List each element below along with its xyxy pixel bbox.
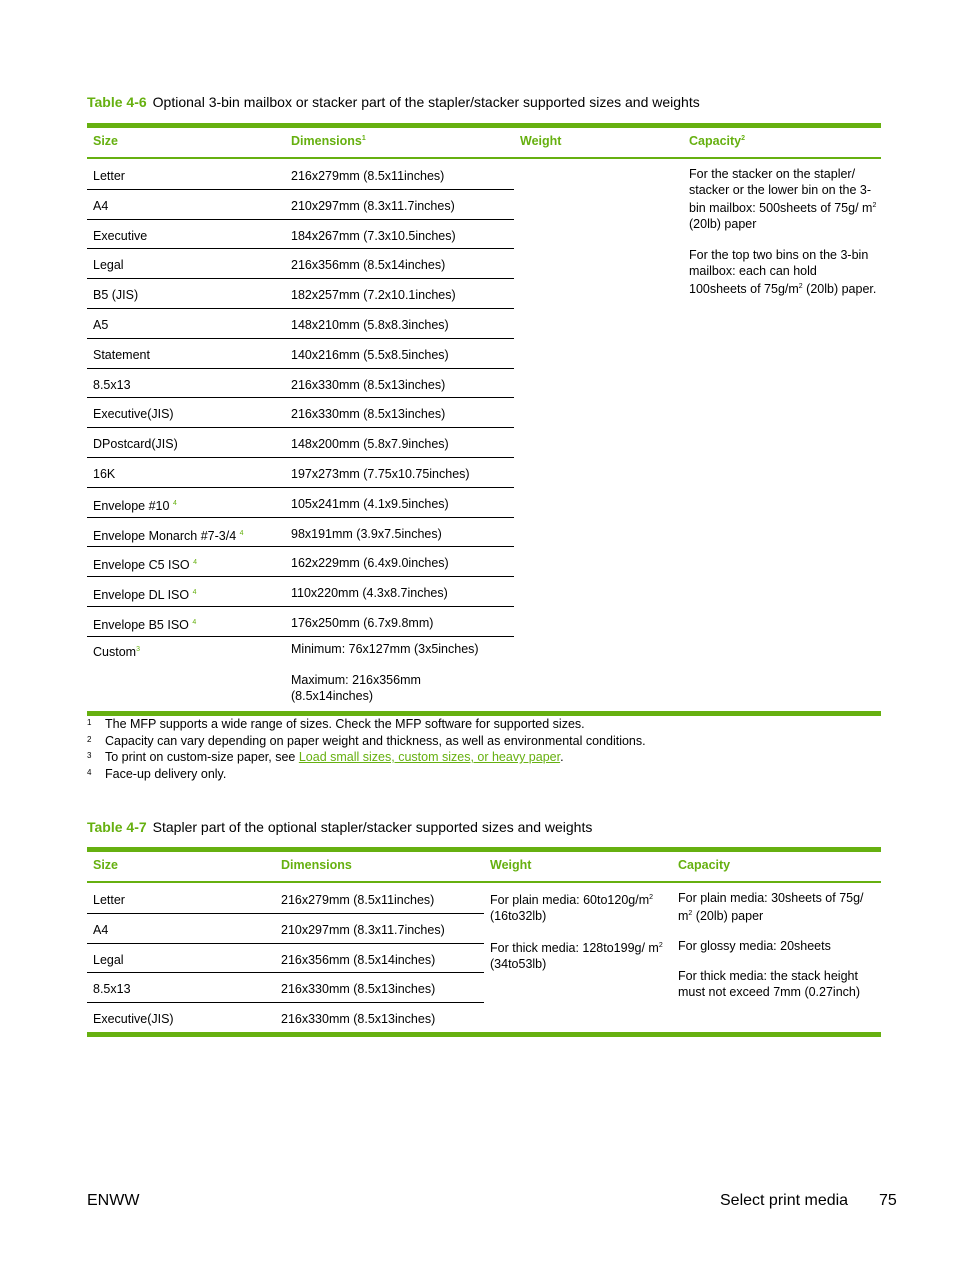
table1-row-dimensions: 140x216mm (5.5x8.5inches): [291, 347, 449, 362]
table1-row-divider: [87, 457, 514, 458]
table2-label: Table 4-7: [87, 819, 147, 835]
table1-row-size: Executive: [93, 228, 148, 243]
table2-row-dimensions: 216x356mm (8.5x14inches): [281, 952, 436, 967]
table2-header-rule: [87, 881, 881, 883]
table2-capacity-p1: For plain media: 30sheets of 75g/ $m^2$ (20lb) paper: [678, 891, 864, 924]
table2-header-capacity: Capacity: [678, 858, 731, 872]
footer-page-number: 75: [879, 1192, 897, 1209]
table1-row-divider: [87, 278, 514, 279]
table1-row-size: Letter: [93, 169, 125, 183]
table1-capacity-p1: For the stacker on the stapler/ stacker or the lower bin on the 3-bin mailbox: 500sheets of 75g/ $m^2$ (20lb) paper: [689, 167, 877, 232]
table1-row-size: Envelope C5 ISO $^4$: [93, 558, 197, 573]
table1-header-dimensions: Dimensions$^1$: [291, 134, 366, 148]
table1-row-divider: [87, 427, 514, 428]
table1-header-capacity: Capacity$^2$: [689, 134, 746, 148]
table1-row-divider: [87, 576, 514, 577]
table1-row-dimensions: 110x220mm (4.3x8.7inches): [291, 586, 448, 601]
table1-row-size: DPostcard(JIS): [93, 437, 178, 452]
footer-left: ENWW: [87, 1192, 140, 1209]
table2-row-dimensions: 216x330mm (8.5x13inches): [281, 982, 436, 997]
table2-row-divider: [87, 972, 484, 973]
table2-weight-p1: For plain media: $60to120g/m^2$ (16to32lb): [490, 893, 654, 924]
table2-row-divider: [87, 943, 484, 944]
table1-row-dimensions: 216x279mm (8.5x11inches): [291, 169, 445, 183]
table2-capacity-p3: For thick media: the stack height must not exceed 7mm (0.27inch): [678, 969, 861, 1000]
table2-weight-cell: [490, 890, 670, 972]
footnote-3: 3 To print on custom-size paper, see Load small sizes, custom sizes, or heavy paper.: [87, 750, 564, 764]
table1-row-divider: [87, 487, 514, 488]
table2-weight-p2: For thick media: 128to199g/ $m^2$ (34to53lb): [490, 941, 663, 972]
table1-row-dimensions: 216x356mm (8.5x14inches): [291, 258, 446, 273]
table2-top-rule: [87, 847, 881, 852]
table2-row-dimensions: 210x297mm (8.3x11.7inches): [281, 922, 445, 937]
table2-header-weight: Weight: [490, 858, 532, 872]
table1-row-size: A5: [93, 318, 109, 332]
table1-header-weight: Weight: [520, 134, 562, 148]
table1-row-dimensions: 148x210mm (5.8x8.3inches): [291, 318, 449, 332]
table2-row-divider: [87, 913, 484, 914]
table1-row-dimensions: 210x297mm (8.3x11.7inches): [291, 198, 455, 213]
table1-row-divider: [87, 338, 514, 339]
table1-row-dimensions: 197x273mm (7.75x10.75inches): [291, 467, 470, 481]
table1-row-size: Executive(JIS): [93, 407, 174, 422]
table2-row-dimensions: 216x330mm (8.5x13inches): [281, 1012, 436, 1027]
table1-row-divider: [87, 219, 514, 220]
footer-section: Select print media: [720, 1192, 849, 1209]
table2-row-size: Legal: [93, 952, 124, 967]
table1-row-dimensions: 105x241mm (4.1x9.5inches): [291, 496, 449, 511]
table1-row-divider: [87, 636, 514, 637]
table1-capacity-cell: [689, 166, 877, 297]
custom-size-paper-link[interactable]: Load small sizes, custom sizes, or heavy paper: [298, 750, 561, 764]
table2-row-size: A4: [93, 922, 109, 937]
table1-row-size: Envelope #10 $^4$: [93, 498, 177, 513]
footnote-1: 1 The MFP supports a wide range of sizes. Check the MFP software for supported sizes.: [87, 717, 585, 731]
table1-row-dimensions: 184x267mm (7.3x10.5inches): [291, 228, 456, 243]
table1-top-rule: [87, 123, 881, 128]
table2-row-size: Executive(JIS): [93, 1012, 174, 1027]
table1-header-rule: [87, 157, 881, 159]
table1-row-divider: [87, 308, 514, 309]
table1-row-size: Statement: [93, 347, 150, 362]
table2-capacity-cell: [678, 890, 876, 1000]
table1-row-dimensions: 148x200mm (5.8x7.9inches): [291, 437, 449, 452]
table1-row-divider: [87, 397, 514, 398]
table2-row-size: Letter: [93, 893, 125, 907]
table1-row-divider: [87, 189, 514, 190]
table1-row-dimensions: 216x330mm (8.5x13inches): [291, 377, 446, 392]
footnote-4: 4 Face-up delivery only.: [87, 767, 227, 781]
table1-row-divider: [87, 517, 514, 518]
table2-header-size: Size: [93, 858, 119, 872]
table2-row-dimensions: 216x279mm (8.5x11inches): [281, 893, 435, 907]
table2-title: Stapler part of the optional stapler/stacker supported sizes and weights: [152, 819, 593, 835]
table1-caption: [87, 94, 700, 110]
table1-header-size: Size: [93, 134, 119, 148]
table1-custom-size: Custom$^3$: [93, 645, 140, 660]
footnote-2: 2 Capacity can vary depending on paper weight and thickness, as well as environmental conditions.: [87, 734, 646, 748]
table1-row-size: Legal: [93, 258, 124, 273]
table1-row-size: 8.5x13: [93, 377, 131, 392]
table1-row-divider: [87, 546, 514, 547]
table2-header-dimensions: Dimensions: [281, 858, 352, 872]
table1-row-dimensions: 176x250mm (6.7x9.8mm): [291, 616, 434, 630]
table1-row-size: Envelope B5 ISO $^4$: [93, 618, 197, 633]
table2-bottom-rule: [87, 1032, 881, 1037]
table1-capacity-p2: For the top two bins on the 3-bin mailbox: each can hold 100sheets of $75g/m^2$ (20lb) paper.: [689, 248, 877, 297]
table1-row-size: 16K: [93, 467, 116, 481]
table1-title: Optional 3-bin mailbox or stacker part of the stapler/stacker supported sizes and weights: [152, 94, 700, 110]
table1-row-size: Envelope Monarch #7-3/4 $^4$: [93, 528, 244, 543]
table1-label: Table 4-6: [87, 94, 147, 110]
table1-row-dimensions: 216x330mm (8.5x13inches): [291, 407, 446, 422]
table1-row-dimensions: 162x229mm (6.4x9.0inches): [291, 556, 449, 571]
table2-caption: [87, 819, 592, 835]
table1-row-size: A4: [93, 198, 109, 213]
table1-row-divider: [87, 606, 514, 607]
table1-row-dimensions: 182x257mm (7.2x10.1inches): [291, 288, 456, 303]
table1-row-size: B5 (JIS): [93, 288, 139, 303]
table1-row-divider: [87, 368, 514, 369]
table2-row-divider: [87, 1002, 484, 1003]
table1-row-dimensions: 98x191mm (3.9x7.5inches): [291, 526, 442, 541]
table1-row-size: Envelope DL ISO $^4$: [93, 588, 197, 603]
table2-row-size: 8.5x13: [93, 982, 131, 997]
table2-capacity-p2: For glossy media: 20sheets: [678, 939, 831, 954]
table1-custom-min: Minimum: 76x127mm (3x5inches): [291, 642, 479, 656]
table1-row-divider: [87, 248, 514, 249]
table1-custom-max: Maximum: 216x356mm (8.5x14inches): [291, 673, 421, 703]
